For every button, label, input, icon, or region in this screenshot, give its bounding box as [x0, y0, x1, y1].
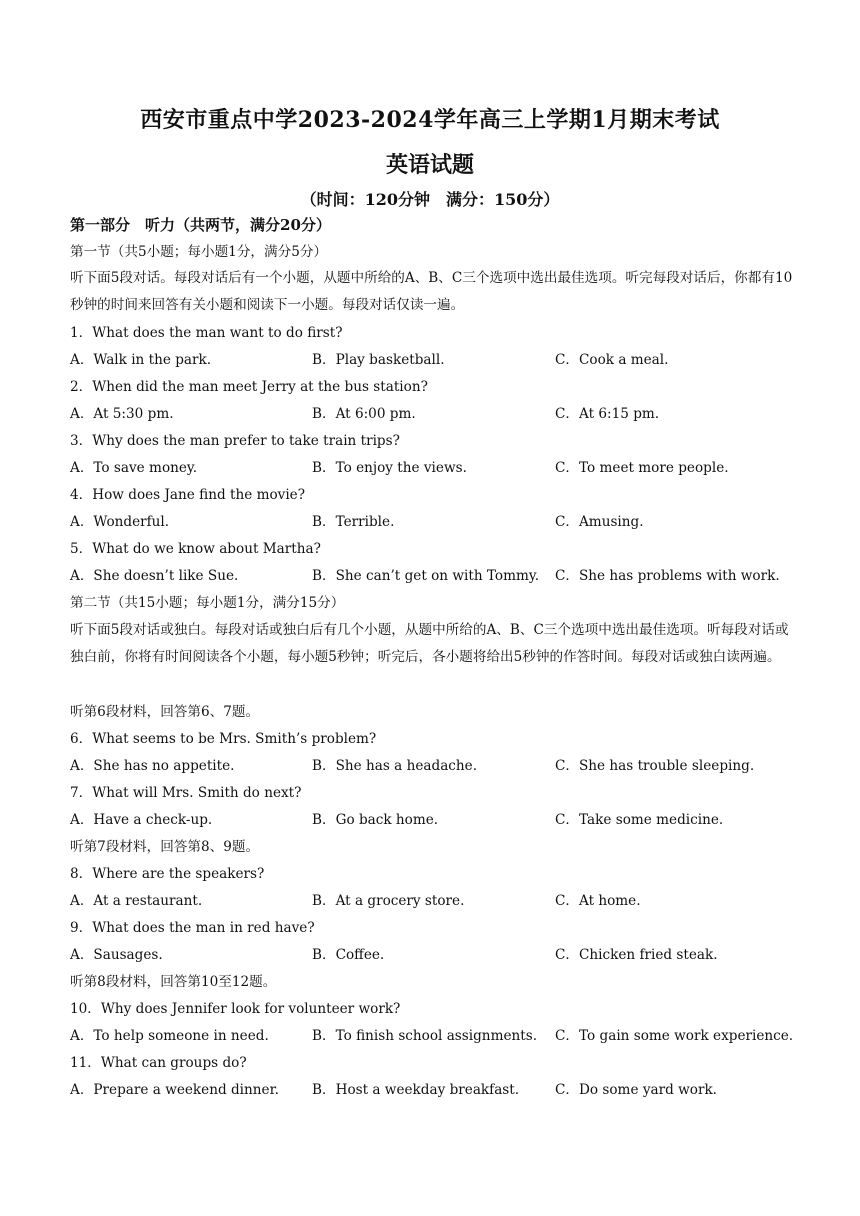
question-text: 7．What will Mrs. Smith do next? — [70, 785, 302, 801]
option-c: C．She has problems with work. — [555, 568, 780, 584]
option-c: C．To gain some work experience. — [555, 1028, 794, 1044]
option-a: A．Prepare a weekend dinner. — [70, 1082, 279, 1098]
option-c: C．At 6:15 pm. — [555, 406, 660, 422]
section-heading: 第二节（共15小题；每小题1分，满分15分） — [70, 595, 345, 611]
option-a: A．Walk in the park. — [70, 352, 212, 368]
question-options — [70, 810, 800, 830]
exam-meta: （时间：120分钟 满分：150分） — [300, 190, 560, 209]
option-c: C．Chicken fried steak. — [555, 947, 718, 963]
option-b: B．Host a weekday breakfast. — [312, 1082, 520, 1098]
option-a: A．She doesn’t like Sue. — [70, 568, 239, 584]
listening-note: 听第7段材料，回答第8、9题。 — [70, 839, 260, 855]
question-options — [70, 566, 800, 586]
option-c: C．To meet more people. — [555, 460, 729, 476]
option-b: B．Go back home. — [312, 812, 439, 828]
listening-note: 听第8段材料，回答第10至12题。 — [70, 974, 277, 990]
question-text: 2．When did the man meet Jerry at the bus station? — [70, 379, 428, 395]
question-options — [70, 458, 800, 478]
option-c: C．Amusing. — [555, 514, 644, 530]
option-a: A．Wonderful. — [70, 514, 170, 530]
section-instructions: 听下面5段对话。每段对话后有一个小题，从题中所给的A、B、C三个选项中选出最佳选项。听完每段对话后，你都有10秒钟的时间来回答有关小题和阅读下一小题。每段对话仅读一遍。 — [70, 270, 793, 313]
option-a: A．To save money. — [70, 460, 198, 476]
question-options — [70, 404, 800, 424]
question-text: 4．How does Jane find the movie? — [70, 487, 306, 503]
question-options — [70, 1080, 800, 1100]
option-b: B．To enjoy the views. — [312, 460, 467, 476]
option-b: B．At 6:00 pm. — [312, 406, 416, 422]
option-c: C．Do some yard work. — [555, 1082, 717, 1098]
question-options — [70, 350, 800, 370]
option-c: C．Cook a meal. — [555, 352, 669, 368]
option-b: B．Terrible. — [312, 514, 395, 530]
option-a: A．Have a check-up. — [70, 812, 213, 828]
option-a: A．At a restaurant. — [70, 893, 203, 909]
subject-title: 英语试题 — [385, 152, 474, 178]
question-options — [70, 512, 800, 532]
part-heading: 第一部分 听力（共两节，满分20分） — [70, 216, 331, 234]
option-b: B．She can’t get on with Tommy. — [312, 568, 540, 584]
option-a: A．To help someone in need. — [70, 1028, 269, 1044]
question-options — [70, 891, 800, 911]
option-b: B．At a grocery store. — [312, 893, 465, 909]
option-c: C．At home. — [555, 893, 641, 909]
question-options — [70, 945, 800, 965]
option-b: B．Play basketball. — [312, 352, 445, 368]
question-text: 6．What seems to be Mrs. Smith’s problem? — [70, 731, 377, 747]
option-b: B．Coffee. — [312, 947, 385, 963]
listening-note: 听第6段材料，回答第6、7题。 — [70, 704, 260, 720]
question-text: 5．What do we know about Martha? — [70, 541, 321, 557]
section-instructions: 听下面5段对话或独白。每段对话或独白后有几个小题，从题中所给的A、B、C三个选项中选出最佳选项。听每段对话或独白前，你将有时间阅读各个小题，每小题5秒钟；听完后，各小题将给出5秒钟的作答时间。每段对话或独白读两遍。 — [70, 622, 789, 665]
question-text: 1．What does the man want to do first? — [70, 325, 343, 341]
question-text: 10．Why does Jennifer look for volunteer work? — [70, 1001, 401, 1017]
option-c: C．She has trouble sleeping. — [555, 758, 755, 774]
option-b: B．To finish school assignments. — [312, 1028, 538, 1044]
option-a: A．At 5:30 pm. — [70, 406, 174, 422]
option-c: C．Take some medicine. — [555, 812, 724, 828]
question-text: 11．What can groups do? — [70, 1055, 247, 1071]
question-text: 8．Where are the speakers? — [70, 866, 265, 882]
option-a: A．She has no appetite. — [70, 758, 235, 774]
question-options — [70, 756, 800, 776]
option-a: A．Sausages. — [70, 947, 163, 963]
exam-title: 西安市重点中学2023-2024学年高三上学期1月期末考试 — [140, 107, 720, 133]
section-heading: 第一节（共5小题；每小题1分，满分5分） — [70, 244, 328, 260]
question-text: 9．What does the man in red have? — [70, 920, 315, 936]
question-text: 3．Why does the man prefer to take train trips? — [70, 433, 400, 449]
option-b: B．She has a headache. — [312, 758, 478, 774]
question-options — [70, 1026, 800, 1046]
